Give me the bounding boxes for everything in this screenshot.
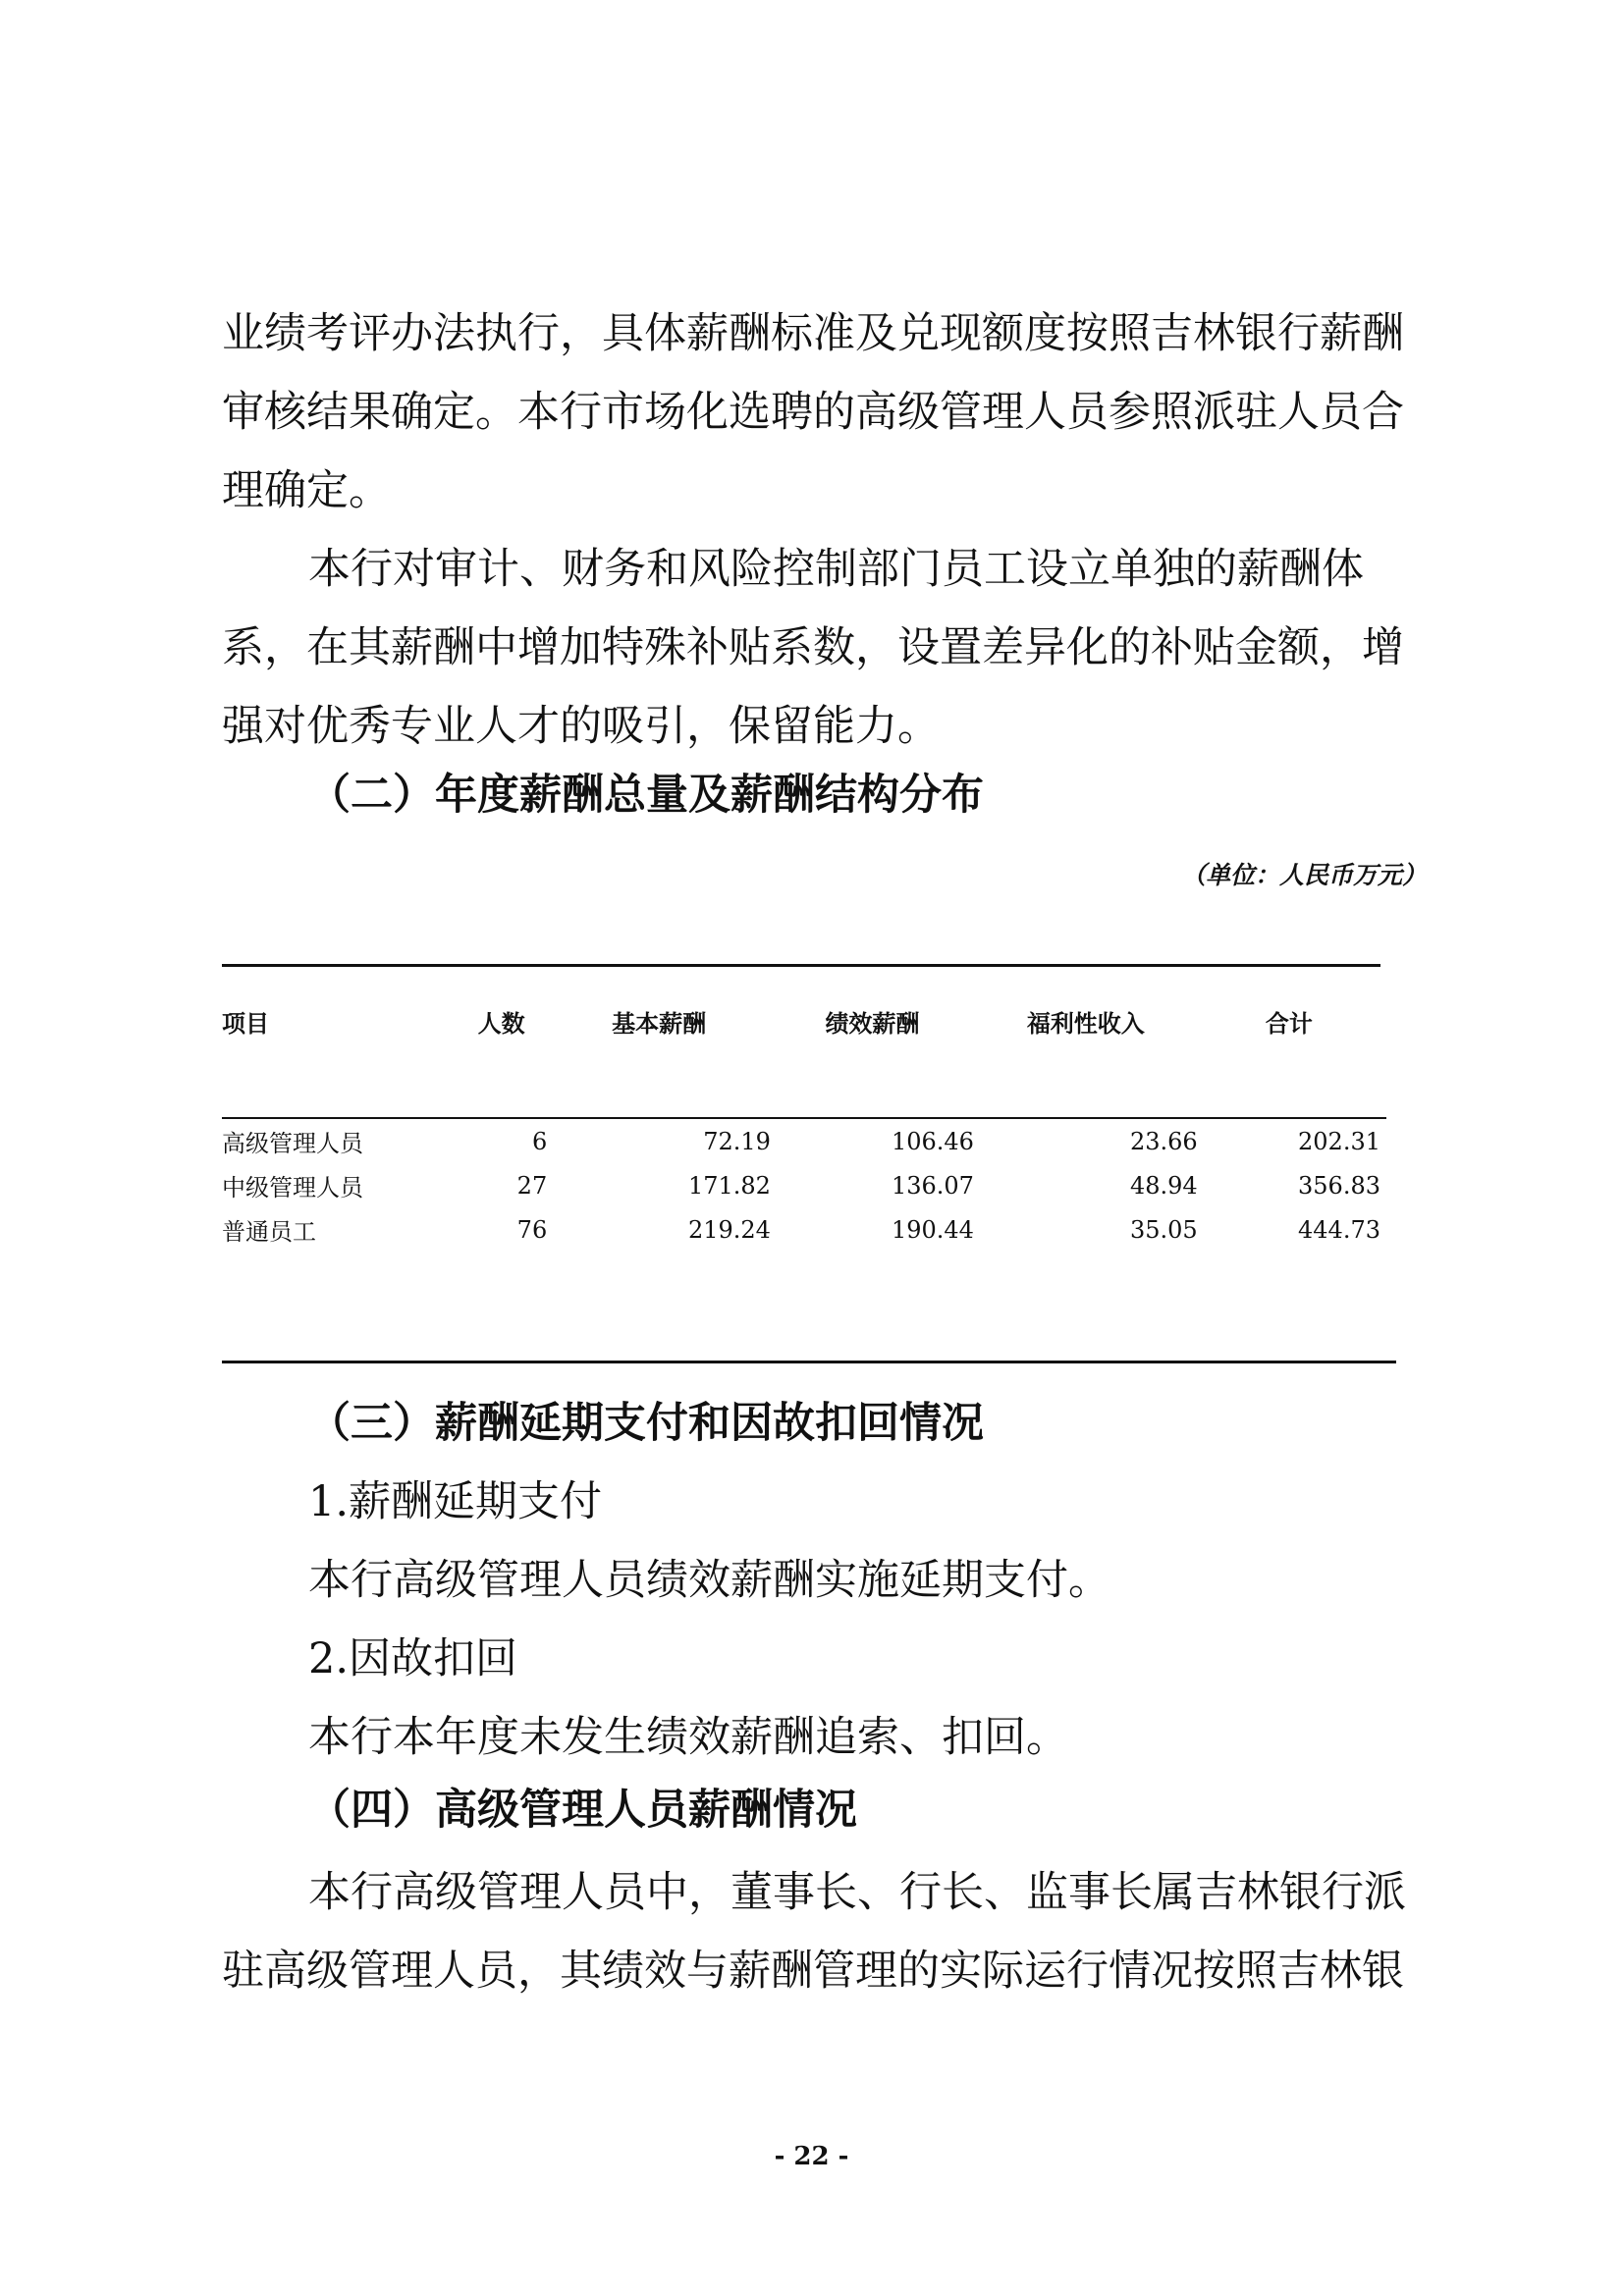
table-header-row xyxy=(222,982,1380,1060)
paragraph-special-allowance: 本行对审计、财务和风险控制部门员工设立单独的薪酬体系，在其薪酬中增加特殊补贴系数，设置差异化的补贴金额，增强对优秀专业人才的吸引，保留能力。 xyxy=(222,545,1404,751)
cell-total: 356.83 xyxy=(1298,1171,1380,1200)
cell-base-pay: 219.24 xyxy=(687,1215,771,1244)
header-item: 项目 xyxy=(222,1008,269,1038)
cell-total: 202.31 xyxy=(1298,1127,1380,1155)
header-welfare-income: 福利性收入 xyxy=(1026,1008,1145,1038)
subheading-deferred-payment: 1.薪酬延期支付 xyxy=(308,1477,603,1526)
row-label: 普通员工 xyxy=(222,1218,316,1246)
table-row xyxy=(222,1119,1380,1163)
paragraph-senior-management: 本行高级管理人员中，董事长、行长、监事长属吉林银行派驻高级管理人员，其绩效与薪酬管理的实际运行情况按照吉林银 xyxy=(222,1868,1406,1996)
cell-performance-pay: 106.46 xyxy=(891,1127,974,1155)
cell-performance-pay: 190.44 xyxy=(891,1215,974,1244)
cell-welfare-income: 23.66 xyxy=(1129,1127,1198,1155)
cell-headcount: 27 xyxy=(516,1171,548,1200)
page-number: - 22 - xyxy=(774,2142,849,2171)
table-row xyxy=(222,1163,1380,1207)
cell-headcount: 6 xyxy=(531,1127,548,1155)
table-bottom-rule xyxy=(222,1361,1396,1363)
row-label: 高级管理人员 xyxy=(222,1130,363,1157)
section-heading-3: （三）薪酬延期支付和因故扣回情况 xyxy=(308,1399,984,1448)
cell-headcount: 76 xyxy=(516,1215,548,1244)
cell-base-pay: 72.19 xyxy=(703,1127,771,1155)
table-header-rule xyxy=(222,1117,1386,1119)
header-performance-pay: 绩效薪酬 xyxy=(825,1008,920,1038)
cell-welfare-income: 35.05 xyxy=(1129,1215,1198,1244)
header-base-pay: 基本薪酬 xyxy=(612,1008,707,1038)
section-heading-4: （四）高级管理人员薪酬情况 xyxy=(308,1786,857,1835)
unit-note: （单位：人民币万元） xyxy=(1180,861,1427,889)
cell-base-pay: 171.82 xyxy=(687,1171,771,1200)
cell-performance-pay: 136.07 xyxy=(891,1171,974,1200)
row-label: 中级管理人员 xyxy=(222,1174,363,1201)
subheading-clawback: 2.因故扣回 xyxy=(308,1634,518,1683)
section-heading-2: （二）年度薪酬总量及薪酬结构分布 xyxy=(308,771,984,820)
text-deferred-payment: 本行高级管理人员绩效薪酬实施延期支付。 xyxy=(308,1556,1110,1605)
table-row xyxy=(222,1207,1380,1252)
paragraph-performance-appraisal: 业绩考评办法执行，具体薪酬标准及兑现额度按照吉林银行薪酬审核结果确定。本行市场化选聘的高级管理人员参照派驻人员合理确定。 xyxy=(222,309,1404,515)
cell-total: 444.73 xyxy=(1298,1215,1380,1244)
table-top-rule xyxy=(222,964,1380,967)
header-total: 合计 xyxy=(1265,1008,1313,1038)
cell-welfare-income: 48.94 xyxy=(1129,1171,1198,1200)
text-clawback: 本行本年度未发生绩效薪酬追索、扣回。 xyxy=(308,1713,1068,1762)
header-headcount: 人数 xyxy=(477,1008,525,1038)
